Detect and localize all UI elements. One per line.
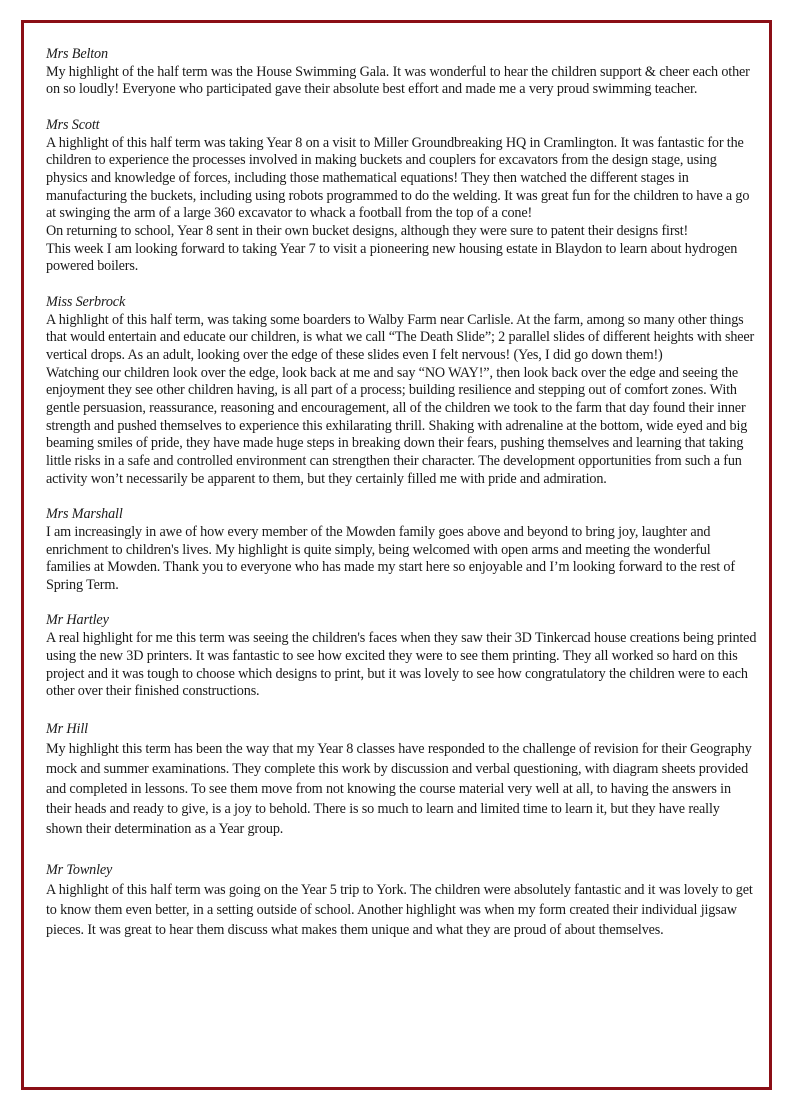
entry-paragraph: A real highlight for me this term was seeing the children's faces when they saw their 3D Tinkercad house creations being printed using the new 3D printers. It was fantastic to see how excited they were to see them printing. They all worked so hard on this project and it was tough to choose which designs to print, but it was lovely to see how congratulatory the children were to each other over their finished constructions. [46,630,757,700]
entry-mr-hartley [46,612,758,701]
author-name: Mr Hartley [46,612,109,629]
entry-mrs-marshall [46,506,758,595]
entry-paragraph: A highlight of this half term was going on the Year 5 trip to York. The children were absolutely fantastic and it was lovely to get to know them even better, in a setting outside of school. Another highlight was when my form created their individual jigsaw pieces. It was great to hear them discuss what makes them unique and what they are proud of about themselves. [46,881,753,939]
author-name: Miss Serbrock [46,293,126,310]
entry-paragraph: This week I am looking forward to taking Year 7 to visit a pioneering new housing estate in Blaydon to learn about hydrogen powered boilers. [46,240,738,275]
entry-paragraph: A highlight of this half term was taking Year 8 on a visit to Miller Groundbreaking HQ in Cramlington. It was fantastic for the children to experience the processes involved in making buckets and couplers for excavators from the design stage, using physics and knowledge of forces, including those mathematical equations! They then watched the different stages in manufacturing the buckets, including using robots programmed to do the welding. It was great fun for the children to have a go at swinging the arm of a large 360 excavator to whack a football from the top of a cone! [46,134,750,222]
author-name: Mr Townley [46,861,113,878]
entry-paragraph: My highlight of the half term was the House Swimming Gala. It was wonderful to hear the children support & cheer each other on so loudly! Everyone who participated gave their absolute best effort and made me a very proud swimming teacher. [46,63,750,98]
author-name: Mrs Marshall [46,506,123,523]
entry-paragraph: On returning to school, Year 8 sent in their own bucket designs, although they were sure to patent their designs first! [46,223,689,240]
section-spacer [46,840,758,860]
entry-paragraph: A highlight of this half term, was taking some boarders to Walby Farm near Carlisle. At the farm, among so many other things that would entertain and educate our children, is what we call “The Death Slide”; 2 parallel slides of different heights with sheer vertical drops. As an adult, looking over the edge of these slides even I felt nervous! (Yes, I did go down them!) [46,311,755,363]
author-name: Mr Hill [46,720,88,737]
entry-paragraph: Watching our children look over the edge, look back at me and say “NO WAY!”, then look back over the edge and seeing the enjoyment they see other children having, is all part of a process; building resilience and stepping out of comfort zones. With gentle persuasion, reassurance, reasoning and encouragement, all of the children we took to the farm that day found their inner strength and pushed themselves to experience this exhilarating thrill. Shaking with adrenaline at the bottom, wide eyed and big beaming smiles of pride, they have made huge steps in breaking down their fears, pushing themselves and learning that taking little risks in a safe and controlled environment can strengthen their character. The development opportunities from such a fun activity won’t necessarily be apparent to them, but they certainly filled me with pride and admiration. [46,364,748,487]
section-spacer [46,595,758,613]
entry-paragraph: My highlight this term has been the way that my Year 8 classes have responded to the challenge of revision for their Geography mock and summer examinations. They complete this work by discussion and verbal questioning, with diagram sheets provided and completed in lessons. To see them move from not knowing the course material very well at all, to having the answers in their heads and ready to give, is a joy to behold. There is so much to learn and limited time to learn it, but they have really shown their determination as a Year group. [46,740,752,838]
entry-paragraph: I am increasingly in awe of how every member of the Mowden family goes above and beyond to bring joy, laughter and enrichment to children's lives. My highlight is quite simply, being welcomed with open arms and meeting the wonderful families at Mowden. Thank you to everyone who has made my start here so enjoyable and I’m looking forward to the rest of Spring Term. [46,523,735,594]
entry-mr-hill [46,719,758,840]
entry-mrs-belton [46,46,758,99]
author-name: Mrs Scott [46,116,100,133]
entry-miss-serbrock [46,294,758,489]
section-spacer [46,99,758,117]
section-spacer [46,701,758,719]
section-spacer [46,276,758,294]
section-spacer [46,489,758,507]
highlights-document [46,46,758,940]
author-name: Mrs Belton [46,46,108,62]
entry-mrs-scott [46,117,758,276]
entry-mr-townley [46,860,758,941]
